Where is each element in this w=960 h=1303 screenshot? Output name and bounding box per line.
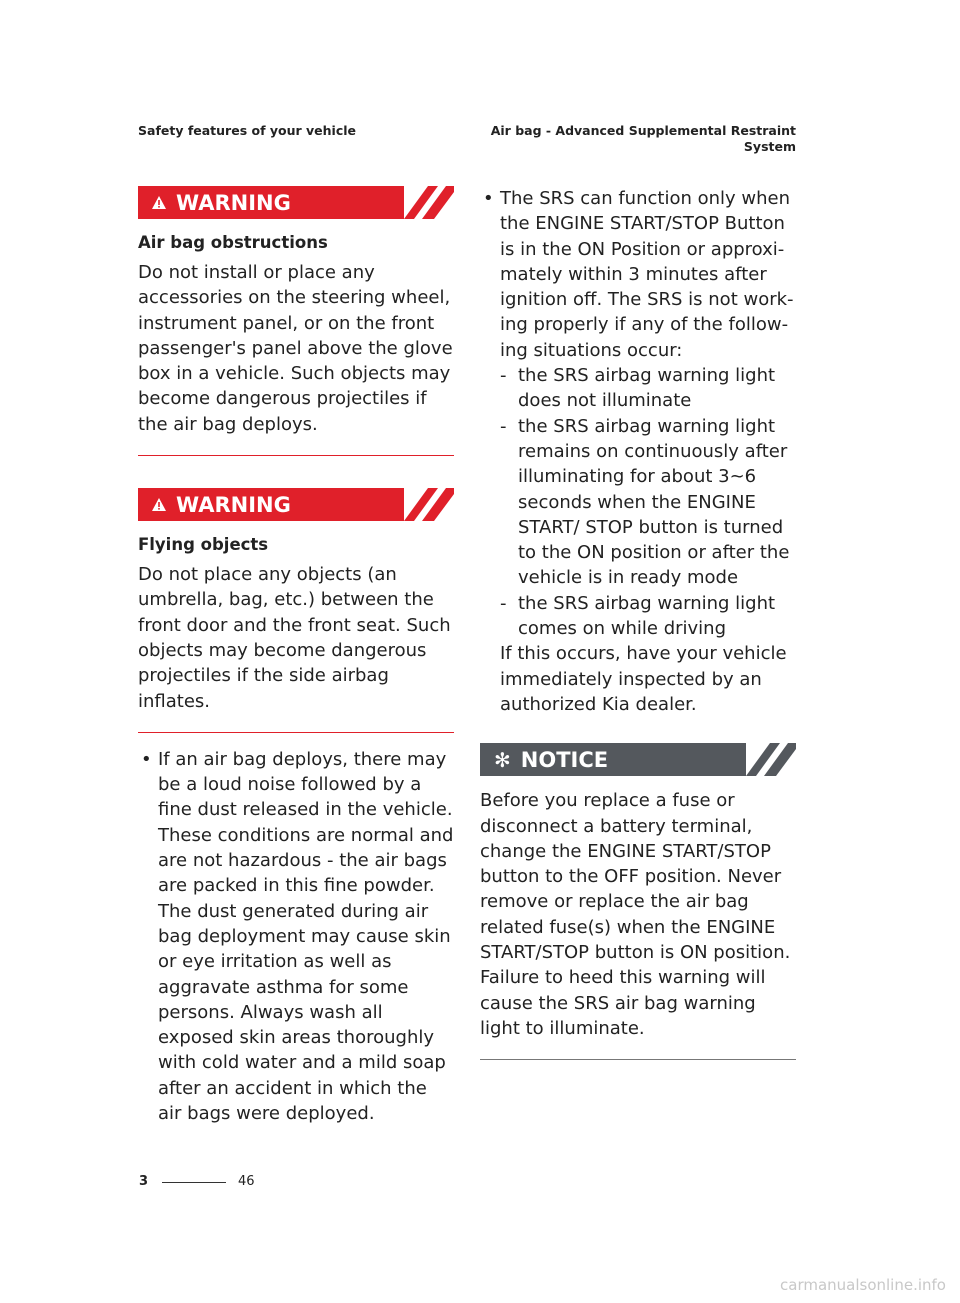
dash-item <box>480 414 796 591</box>
banner-stripes-icon <box>404 186 454 219</box>
warning-divider <box>138 455 454 456</box>
warning-triangle-icon <box>152 196 166 209</box>
notice-divider <box>480 1059 796 1060</box>
dash-marker: - <box>500 415 507 437</box>
warning-title: Air bag obstructions <box>138 233 328 252</box>
warning-label: WARNING <box>176 492 291 517</box>
dash-item <box>480 591 796 642</box>
dash-marker: - <box>500 592 507 614</box>
warning-divider <box>138 732 454 733</box>
warning-triangle-icon <box>152 498 166 511</box>
warning-label: WARNING <box>176 190 291 215</box>
notice-text: Before you replace a fuse or disconnect a battery terminal, change the ENGINE START/STOP button to the OFF position. Never remove or replace the air bag related fuse(s) when the ENGINE START/STOP button is ON position. Failure to heed this warning will cause the SRS air bag warning light to illuminate. <box>480 790 791 1039</box>
followup-text: If this occurs, have your vehicle immediately inspected by an authorized Kia dealer. <box>500 643 787 715</box>
header-section-title: Safety features of your vehicle <box>138 123 356 138</box>
right-column <box>480 186 796 1060</box>
notice-label: NOTICE <box>520 747 609 772</box>
warning-title: Flying objects <box>138 535 269 555</box>
warning-text: Do not place any objects (an umbrella, bag, etc.) between the front door and the front seat. Such objects may become dangerous projectiles if the side airbag inflates. <box>138 564 451 712</box>
banner-stripes-icon <box>746 743 796 776</box>
warning-text: Do not install or place any accessories on the steering wheel, instrument panel, or on the front passenger's panel above the glove box in a vehicle. Such objects may become dangerous projectiles if the air bag deploys. <box>138 262 453 435</box>
bullet-item <box>480 186 796 363</box>
bullet-marker: • <box>141 748 152 770</box>
dash-text: the SRS airbag warning light does not illuminate <box>518 365 776 412</box>
watermark: carmanualsonline.info <box>780 1276 946 1294</box>
dash-marker: - <box>500 365 507 387</box>
footer-divider <box>162 1182 226 1183</box>
bullet-text: The SRS can function only when the ENGINE START/STOP Button is in the ON Position or approximately within 3 minutes after ignition off. The SRS is not working properly if any of the following situations occur: <box>500 188 794 361</box>
dash-text: the SRS airbag warning light comes on while driving <box>518 592 776 640</box>
notice-banner <box>480 743 796 776</box>
bullet-text: If an air bag deploys, there may be a loud noise followed by a fine dust released in the vehicle. These conditions are normal and are not hazardous - the air bags are packed in this fine powder. The dust generated during air bag deployment may cause skin or eye irritation as well as aggravate asthma for some persons. Always wash all exposed skin areas thoroughly with cold water and a mild soap after an accident in which the air bags were deployed. <box>158 748 454 1125</box>
warning-banner-1 <box>138 186 454 219</box>
left-column <box>138 186 454 1126</box>
dash-text: the SRS airbag warning light remains on continuously after illuminating for about 3~6 seconds when the ENGINE START/ STOP button is turned to the ON position or after the vehicle is in ready mode <box>518 415 790 589</box>
notice-asterisk-icon: ✻ <box>494 747 511 772</box>
warning-banner-2 <box>138 488 454 521</box>
page-number: 46 <box>238 1174 255 1189</box>
bullet-marker: • <box>483 188 494 209</box>
bullet-item <box>138 747 454 1126</box>
banner-stripes-icon <box>404 488 454 521</box>
chapter-number: 3 <box>139 1174 149 1189</box>
header-chapter-title: Air bag - Advanced Supplemental Restraint System <box>490 123 796 154</box>
dash-item <box>480 363 796 414</box>
